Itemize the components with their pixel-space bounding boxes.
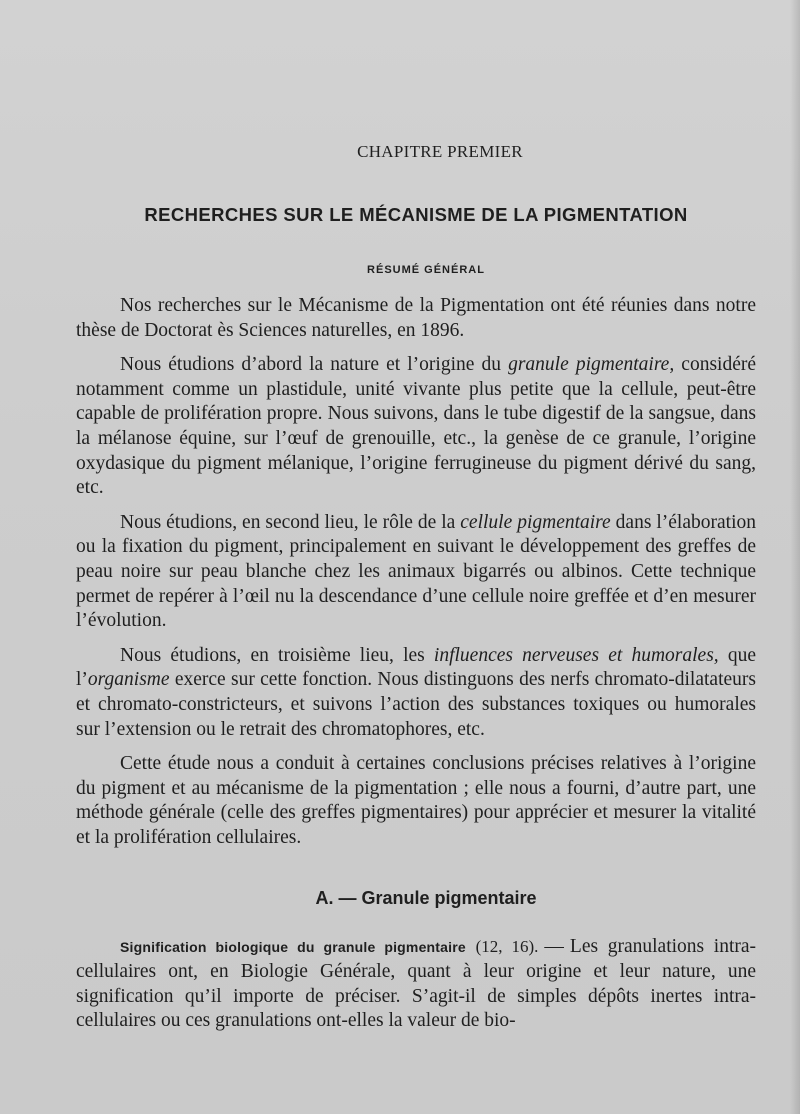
section-a-text: Les granulations intra-cellulaires ont, en Biologie Générale, quant à leur origine et leur nature, une signification qu’il importe de préciser. S’agit-il de simples dépôts inertes intra-cellulaires ou ces granulations ont-elles la valeur de bio- — [76, 936, 757, 1032]
paragraph-3 — [76, 511, 756, 634]
paragraph-2-text-a: Nous étudions d’abord la nature et l’origine du — [120, 354, 509, 376]
paragraph-2 — [76, 353, 756, 501]
paragraph-3-emphasis: cellule pigmentaire — [460, 511, 611, 533]
section-a-dash: — — [544, 936, 564, 958]
section-a-paragraph — [76, 935, 756, 1033]
chapter-title: RECHERCHES SUR LE MÉCANISME DE LA PIGMENTATION — [144, 204, 688, 225]
paragraph-2-text-b: considéré notamment comme un plastidule, unité vivante plus petite que la cellule, peut-être capable de prolifération propre. Nous suivons, dans le tube digestif de la sangsue, dans la mélanose équine, sur l’œuf de grenouille, etc., la genèse de ce granule, l’origine oxydasique du pigment mélanique, l’origine ferrugineuse du pigment dérivé du sang, etc. — [76, 354, 757, 499]
paragraph-4-text-b: que l’ — [76, 644, 757, 691]
paragraph-5: Cette étude nous a conduit à certaines conclusions précises relatives à l’origine du pigment et au mécanisme de la pigmentation ; elle nous a fourni, d’autre part, une méthode générale (celle des greffes pigmentaires) pour apprécier et mesurer la vitalité et la prolifération cellulaires. — [76, 753, 756, 848]
paragraph-1: Nos recherches sur le Mécanisme de la Pigmentation ont été réunies dans notre thèse de Doctorat ès Sciences naturelles, en 1896. — [76, 295, 756, 341]
page-content — [76, 142, 756, 1044]
paragraph-2-emphasis: granule pigmentaire, — [508, 354, 675, 376]
paragraph-4-emphasis: influences nerveuses et humorales, — [433, 644, 719, 666]
section-a-lead: Signification biologique du granule pigmentaire — [120, 939, 466, 956]
paragraph-3-text-a: Nous étudions, en second lieu, le rôle de la — [120, 511, 461, 533]
paragraph-4-emphasis-2: organisme — [87, 669, 170, 691]
summary-subtitle: RÉSUMÉ GÉNÉRAL — [367, 264, 485, 276]
page-edge-shadow — [790, 0, 800, 1114]
paragraph-4-text-a: Nous étudions, en troisième lieu, les — [120, 644, 434, 666]
paragraph-4-text-c: exerce sur cette fonction. Nous distinguons des nerfs chromato-dilatateurs et chromato-constricteurs, et suivons l’action des substances toxiques ou humorales sur l’extension ou le retrait des chromatophores, etc. — [76, 669, 756, 740]
paragraph-4 — [76, 644, 756, 742]
section-a-refs: (12, 16). — [475, 937, 539, 957]
paragraph-3-text-b: dans l’élaboration ou la fixation du pigment, principalement en suivant le développement des greffes de peau noire sur peau blanche chez les animaux bigarrés ou albinos. Cette technique permet de repérer à l’œil nu la descendance d’une cellule noire greffée et d’en mesurer l’évolution. — [76, 511, 756, 632]
chapter-heading: CHAPITRE PREMIER — [357, 142, 523, 161]
section-a-heading: A. — Granule pigmentaire — [315, 888, 537, 909]
